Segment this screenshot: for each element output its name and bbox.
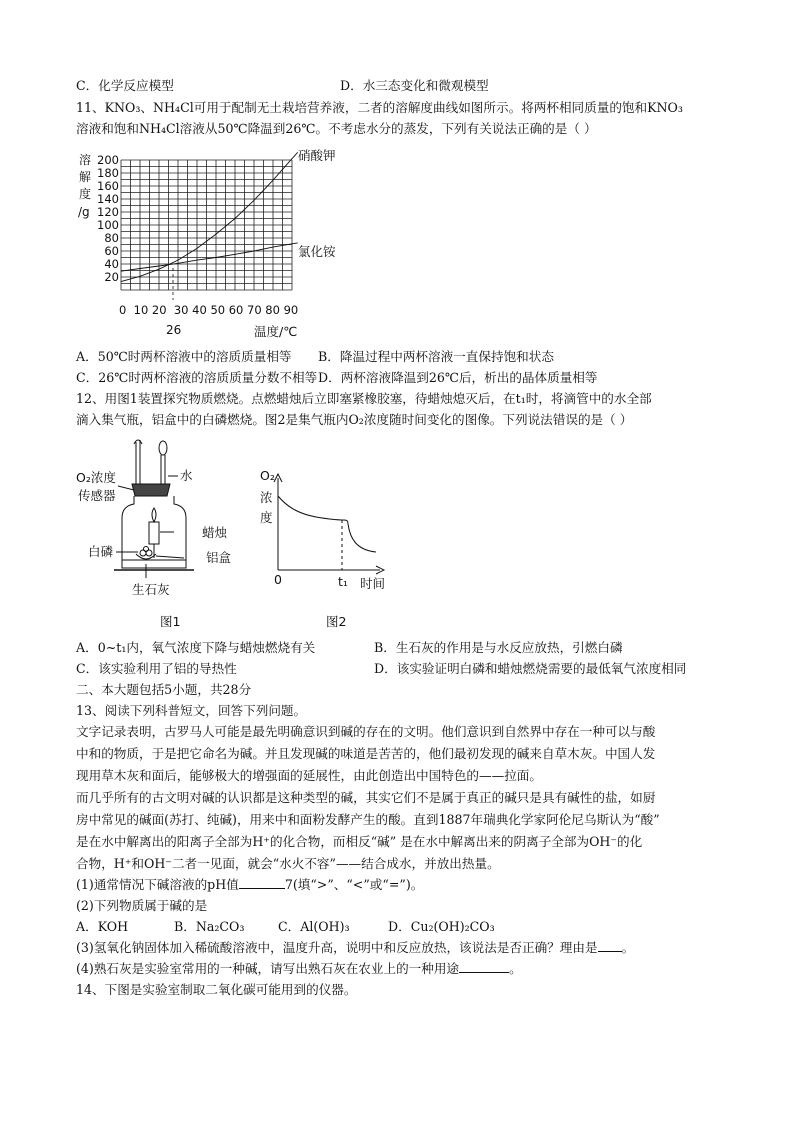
- q13-sub3-blank[interactable]: [598, 939, 622, 952]
- y-tick-label: 200: [97, 153, 119, 167]
- y-tick-label: 60: [104, 244, 119, 258]
- y-axis-label-1: 溶: [79, 153, 92, 167]
- q13-p2-line3: 是在水中解离出的阳离子全部为H⁺的化合物，而相反“碱” 是在水中解离出来的阴离子全部为OH⁻的化: [76, 834, 643, 849]
- y-axis-label-3: 度: [79, 187, 92, 201]
- nh4cl-curve: [121, 243, 298, 271]
- fig2-origin: 0: [274, 572, 282, 587]
- fig2-ylabel-3: 度: [260, 510, 273, 525]
- y-tick-label: 100: [97, 218, 119, 232]
- y-tick-label: 20: [104, 270, 119, 284]
- q13-sub4-end: 。: [509, 961, 522, 976]
- y-axis-label-2: 解: [79, 170, 92, 184]
- q13-sub1-blank[interactable]: [239, 876, 285, 889]
- q13-sub2: (2)下列物质属于碱的是: [76, 898, 208, 913]
- x-tick-labels: 0 10 20 30 40 50 60 70 80 90: [119, 303, 299, 317]
- q13-p2-line1: 而几乎所有的古文明对碱的认识都是这种类型的碱，其实它们不是属于真正的碱只是具有碱性的盐，如厨: [76, 790, 656, 805]
- fig2-t1: t₁: [338, 574, 348, 589]
- option-c-top: C．化学反应模型: [76, 78, 174, 93]
- q13-sub2-opt-a: A．KOH: [76, 919, 129, 934]
- y-tick-label: 40: [104, 257, 119, 271]
- q13-p2-line2: 房中常见的碱面(苏打、纯碱)，用来中和面粉发酵产生的酸。直到1887年瑞典化学家阿伦尼乌斯认为“酸”: [76, 812, 660, 827]
- q13-sub2-opt-b: B．Na₂CO₃: [174, 919, 245, 934]
- q13-sub3-end: 。: [621, 940, 635, 955]
- q13-sub4-blank[interactable]: [459, 960, 509, 973]
- q13-sub2-opt-c: C．Al(OH)₃: [278, 919, 350, 934]
- q13-sub1: [76, 876, 423, 894]
- water-label: 水: [180, 468, 193, 483]
- y-axis-label-4: /g: [78, 205, 90, 219]
- solubility-chart: [72, 148, 372, 340]
- figure2-o2-graph: [252, 462, 402, 632]
- q13-sub1-text: (1)通常情况下碱溶液的pH值: [76, 877, 239, 892]
- q11-option-b: B．降温过程中两杯溶液一直保持饱和状态: [318, 349, 554, 364]
- figure1-apparatus: [74, 436, 254, 632]
- x-axis-label: 温度/℃: [254, 324, 298, 339]
- sensor-label-2: 传感器: [78, 488, 116, 503]
- q11-line2: 溶液和饱和NH₄Cl溶液从50℃降温到26℃。不考虑水分的蒸发，下列有关说法正确的是（ ）: [76, 121, 597, 136]
- sensor-label-1: O₂浓度: [76, 470, 116, 485]
- q12-option-c: C．该实验利用了铝的导热性: [76, 661, 237, 676]
- y-tick-label: 180: [97, 166, 119, 180]
- q11-option-a: A．50℃时两杯溶液中的溶质质量相等: [76, 349, 292, 364]
- y-tick-label: 160: [97, 179, 119, 193]
- q11-line1: 11、KNO₃、NH₄Cl可用于配制无土栽培营养液，二者的溶解度曲线如图所示。将两杯相同质量的饱和KNO₃: [76, 100, 683, 115]
- q11-option-d: D．两杯溶液降温到26℃后，析出的晶体质量相等: [318, 370, 598, 385]
- q13-sub4: [76, 960, 522, 978]
- y-tick-label: 140: [97, 192, 119, 206]
- q13-p2-line4: 合物，H⁺和OH⁻二者一见面，就会“水火不容”——结合成水，并放出热量。: [76, 856, 500, 871]
- q13-sub3-text: (3)氢氧化钠固体加入稀硫酸溶液中，温度升高，说明中和反应放热，该说法是否正确？理由是: [76, 940, 598, 955]
- y-tick-label: 80: [104, 231, 119, 245]
- q12-option-a: A．0~t₁内，氧气浓度下降与蜡烛燃烧有关: [76, 640, 316, 655]
- phosphorus-label: 白磷: [88, 544, 114, 559]
- q12-line2: 滴入集气瓶，铝盒中的白磷燃烧。图2是集气瓶内O₂浓度随时间变化的图像。下列说法错误的是（ ）: [76, 412, 633, 427]
- al-box-label: 铝盒: [206, 550, 232, 565]
- section2-heading: 二、本大题包括5小题，共28分: [76, 682, 252, 697]
- curve-label-nh4cl: 氯化铵: [298, 244, 336, 259]
- q13-sub4-text: (4)熟石灰是实验室常用的一种碱，请写出熟石灰在农业上的一种用途: [76, 961, 460, 976]
- fig2-xlabel: 时间: [360, 576, 386, 591]
- curve-label-kno3: 硝酸钾: [298, 148, 336, 163]
- y-tick-label: 120: [97, 205, 119, 219]
- kno3-curve: [121, 152, 298, 281]
- q13-sub3: [76, 939, 634, 957]
- marker-26-label: 26: [166, 323, 182, 337]
- fig2-ylabel-2: 浓: [260, 490, 273, 505]
- q11-option-c: C．26℃时两杯溶液的溶质质量分数不相等: [76, 370, 318, 385]
- candle-label: 蜡烛: [202, 525, 228, 540]
- fig2-ylabel-1: O₂: [260, 468, 275, 483]
- q13-sub1-text-end: 7(填“>”、“<”或“=”)。: [284, 877, 424, 892]
- q13-p1-line2: 中和的物质，于是把它命名为碱。并且发现碱的味道是苦苦的，他们最初发现的碱来自草木灰。中国人发: [76, 746, 656, 761]
- q13-p1-line1: 文字记录表明，古罗马人可能是最先明确意识到碱的存在的文明。他们意识到自然界中存在一种可以与酸: [76, 724, 656, 739]
- q14-title: 14、下图是实验室制取二氧化碳可能用到的仪器。: [76, 982, 357, 997]
- q13-sub2-opt-d: D．Cu₂(OH)₂CO₃: [388, 919, 495, 934]
- q13-title: 13、阅读下列科普短文，回答下列问题。: [76, 703, 307, 718]
- quicklime-label: 生石灰: [132, 582, 170, 597]
- q12-line1: 12、用图1装置探究物质燃烧。点燃蜡烛后立即塞紧橡胶塞，待蜡烛熄灭后，在t₁时，将滴管中的水全部: [76, 391, 652, 406]
- fig2-caption: 图2: [326, 614, 347, 629]
- q12-option-b: B．生石灰的作用是与水反应放热，引燃白磷: [374, 640, 623, 655]
- fig1-caption: 图1: [160, 614, 181, 629]
- option-d-top: D．水三态变化和微观模型: [340, 78, 489, 93]
- q12-option-d: D．该实验证明白磷和蜡烛燃烧需要的最低氧气浓度相同: [374, 661, 687, 676]
- q13-p1-line3: 现用草木灰和面后，能够极大的增强面的延展性，由此创造出中国特色的——拉面。: [76, 768, 542, 783]
